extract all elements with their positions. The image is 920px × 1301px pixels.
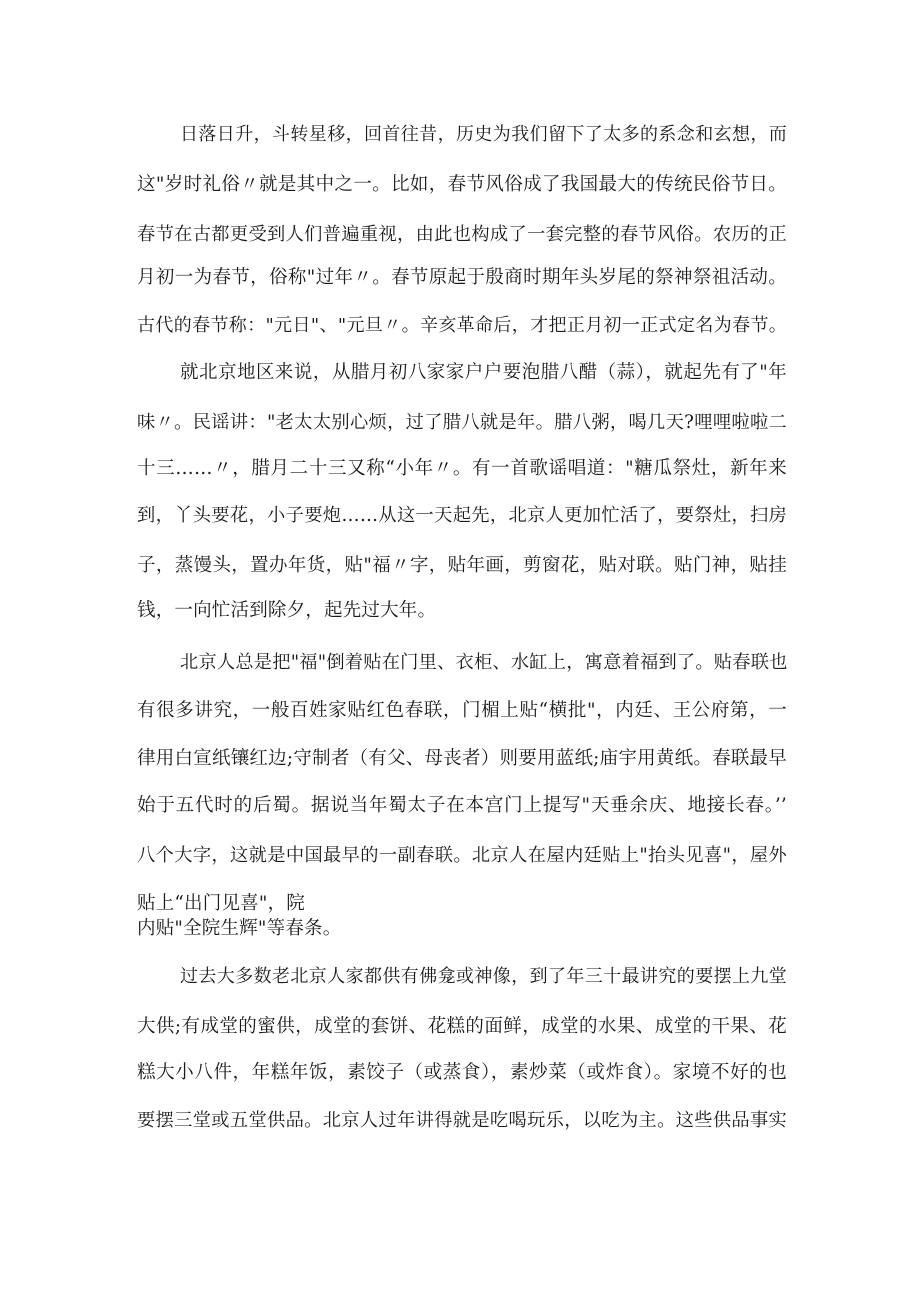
paragraph-1-line-3: 春节在古都更受到人们普遍重视，由此也构成了一套完整的春节风俗。农历的正 <box>137 224 787 245</box>
paragraph-1-line-1: 日落日升，斗转星移，回首往昔，历史为我们留下了太多的系念和玄想，而 <box>180 124 787 145</box>
paragraph-4-line-4: 要摆三堂或五堂供品。北京人过年讲得就是吃喝玩乐，以吃为主。这些供品事实 <box>137 1110 787 1131</box>
paragraph-3-line-2: 有很多讲究，一般百姓家贴红色春联，门楣上贴“横批"，内廷、王公府第，一 <box>137 700 787 721</box>
paragraph-4-line-3: 糕大小八件，年糕年饭，素饺子（或蒸食），素炒菜（或炸食）。家境不好的也 <box>137 1062 787 1083</box>
paragraph-3-line-6: 贴上“出门见喜"，院 <box>137 893 305 914</box>
paragraph-2-line-6: 钱，一向忙活到除夕，起先过大年。 <box>137 600 437 621</box>
paragraph-4-line-1: 过去大多数老北京人家都供有佛龛或神像，到了年三十最讲究的要摆上九堂 <box>180 966 787 987</box>
paragraph-2-line-3: 十三……〃，腊月二十三又称“小年〃。有一首歌谣唱道："糖瓜祭灶，新年来 <box>137 458 787 479</box>
paragraph-2-line-1: 就北京地区来说，从腊月初八家家户户要泡腊八醋（蒜），就起先有了"年 <box>180 362 787 383</box>
paragraph-1-line-2: 这"岁时礼俗〃就是其中之一。比如，春节风俗成了我国最大的传统民俗节日。 <box>137 174 787 195</box>
paragraph-2-line-5: 子，蒸馒头，置办年货，贴"福〃字，贴年画，剪窗花，贴对联。贴门神，贴挂 <box>137 555 787 576</box>
paragraph-3-line-4: 始于五代时的后蜀。据说当年蜀太子在本宫门上提写"天垂余庆、地接长春。’’ <box>137 795 787 816</box>
paragraph-2-line-4: 到，丫头要花，小子要炮……从这一天起先，北京人更加忙活了，要祭灶，扫房 <box>137 505 787 526</box>
paragraph-1-line-5: 古代的春节称："元日"、"元旦〃。辛亥革命后，才把正月初一正式定名为春节。 <box>137 315 787 336</box>
paragraph-1-line-4: 月初一为春节，俗称"过年〃。春节原起于殷商时期年头岁尾的祭神祭祖活动。 <box>137 267 787 288</box>
paragraph-2-line-2: 味〃。民谣讲："老太太别心烦，过了腊八就是年。腊八粥，喝几天?哩哩啦啦二 <box>137 412 787 433</box>
paragraph-3-line-7: 内贴"全院生辉"等春条。 <box>137 918 342 939</box>
paragraph-3-line-3: 律用白宣纸镶红边;守制者（有父、母丧者）则要用蓝纸;庙宇用黄纸。春联最早 <box>137 748 787 769</box>
paragraph-3-line-1: 北京人总是把"福"倒着贴在门里、衣柜、水缸上，寓意着福到了。贴春联也 <box>180 652 788 673</box>
paragraph-4-line-2: 大供;有成堂的蜜供，成堂的套饼、花糕的面鲜，成堂的水果、成堂的干果、花 <box>137 1016 787 1037</box>
paragraph-3-line-5: 八个大字，这就是中国最早的一副春联。北京人在屋内廷贴上"抬头见喜"，屋外 <box>137 845 787 866</box>
